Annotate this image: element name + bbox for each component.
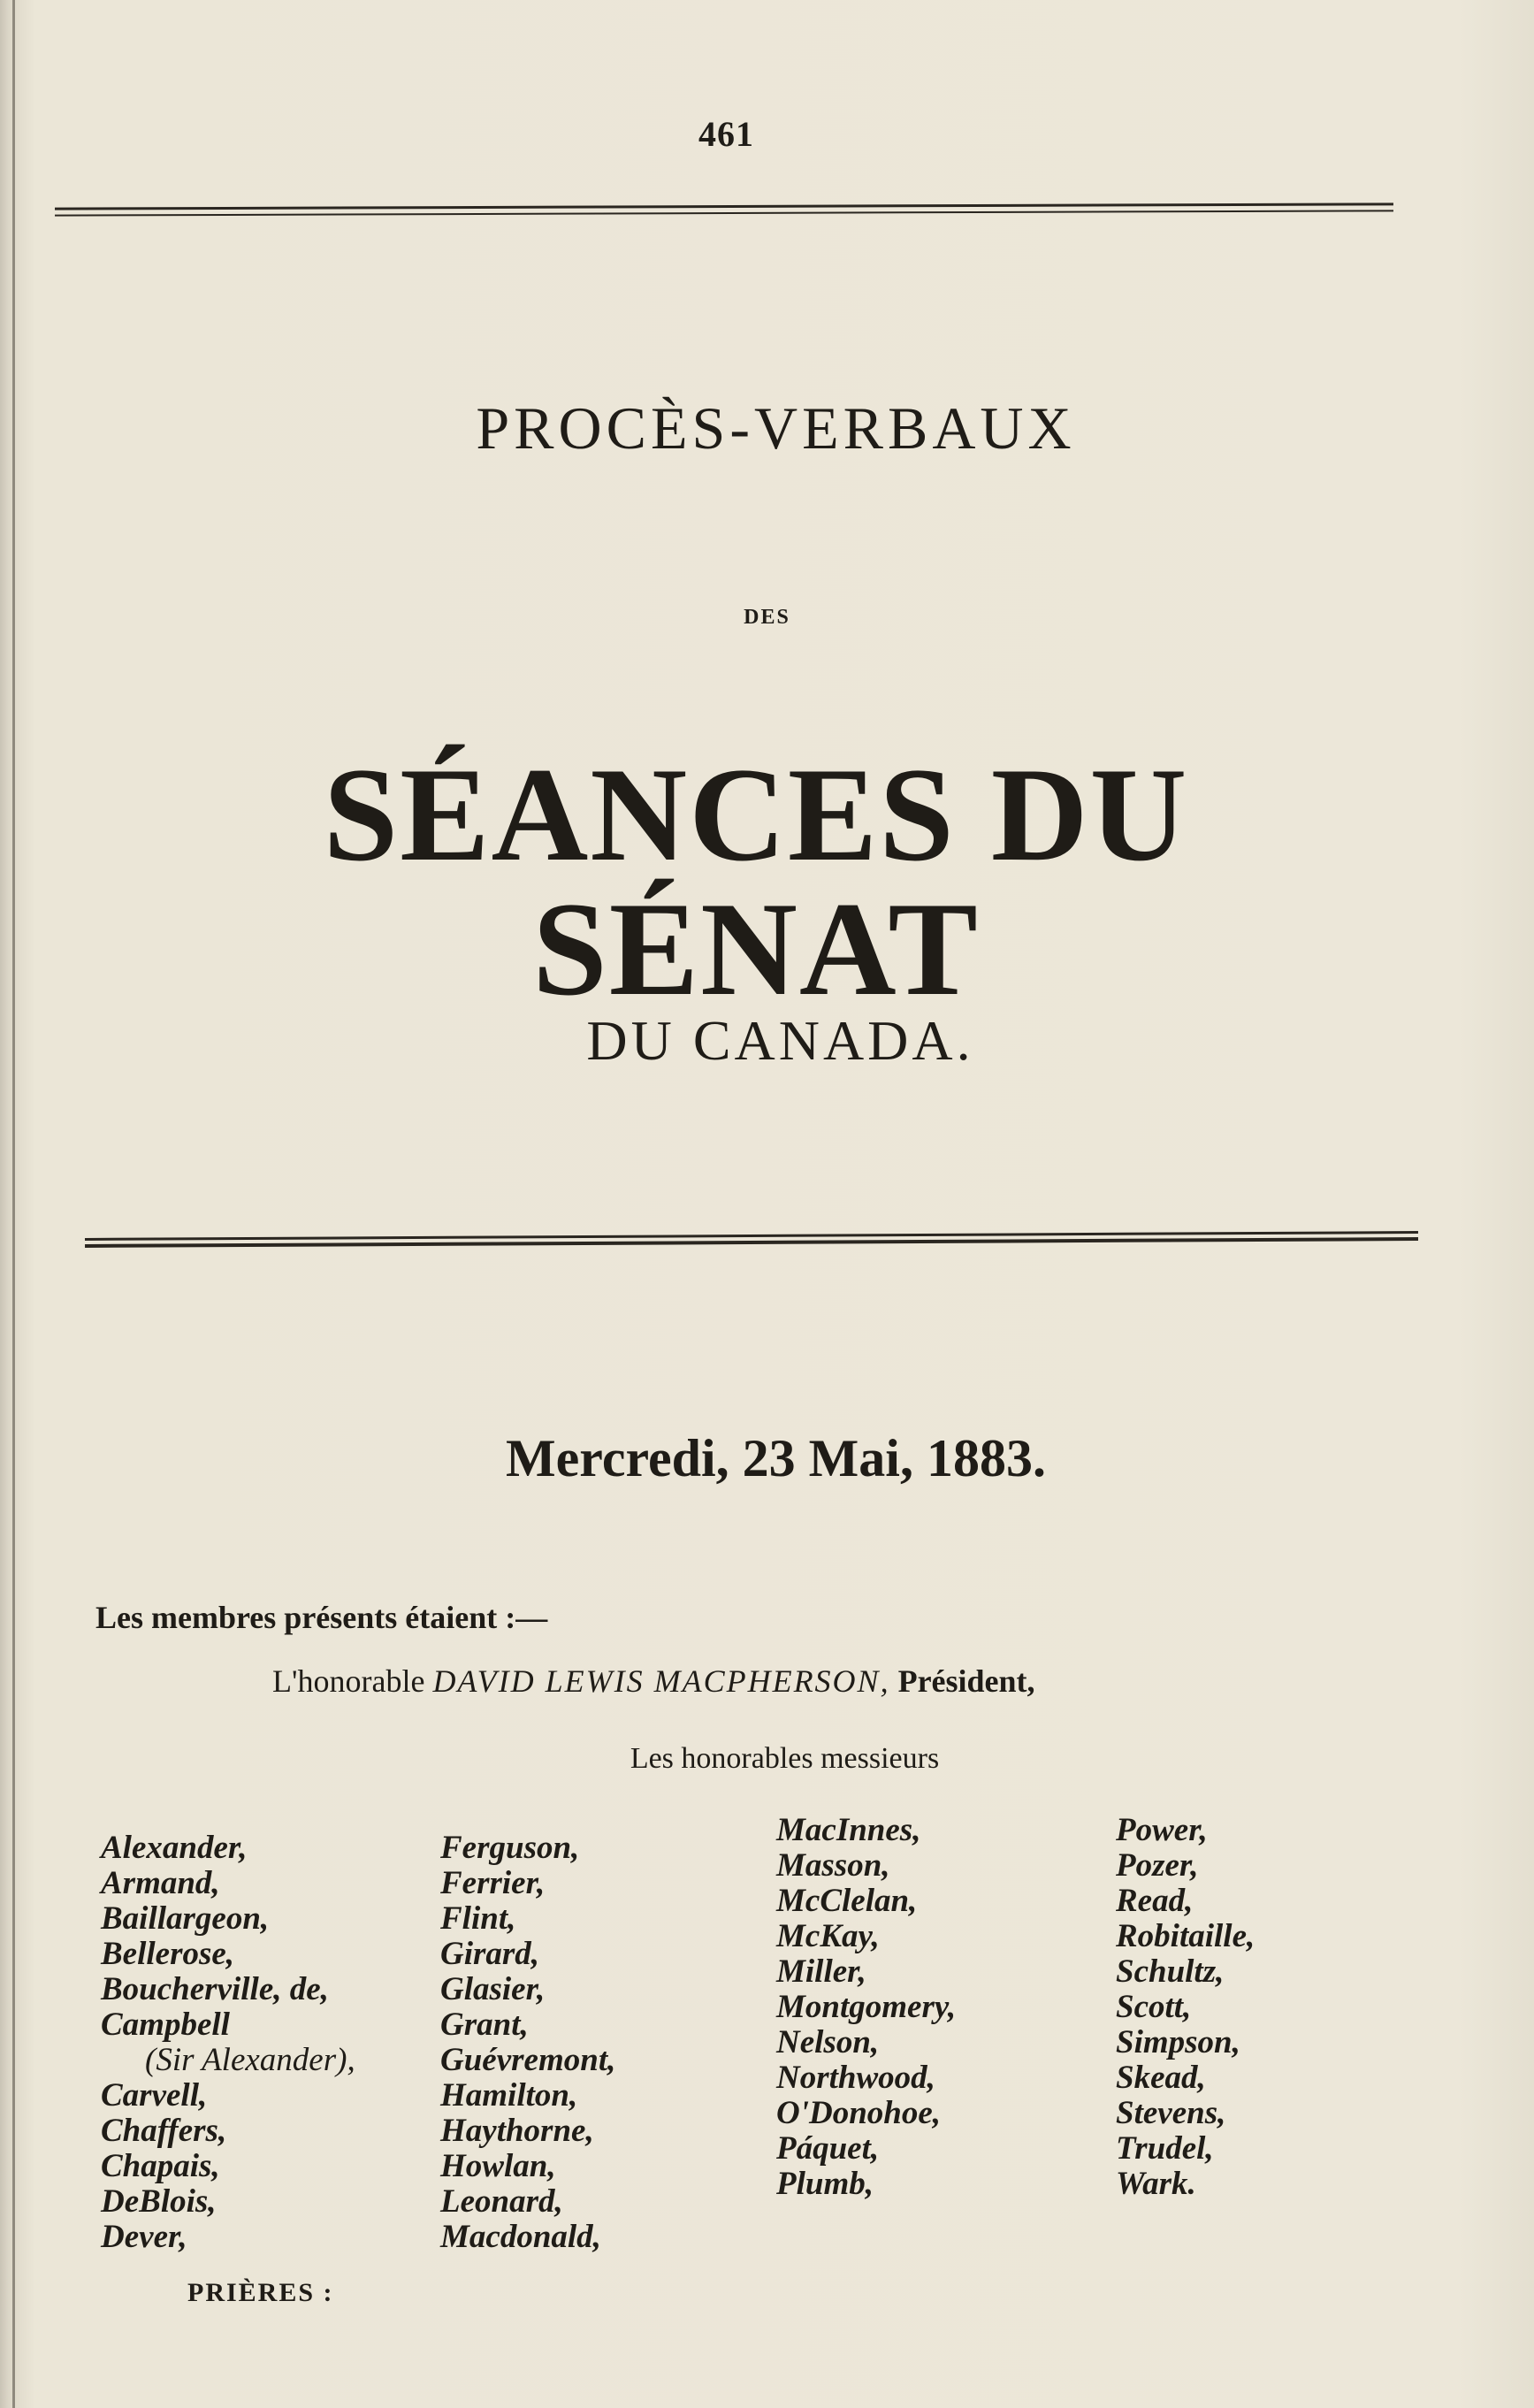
members-intro: Les membres présents étaient :— — [95, 1600, 548, 1635]
member-name: Trudel, — [1116, 2130, 1214, 2167]
member-name: Ferrier, — [440, 1865, 546, 1901]
member-name: Northwood, — [776, 2060, 935, 2096]
member-name: McKay, — [776, 1918, 880, 1954]
member-name: (Sir Alexander), — [145, 2042, 355, 2078]
president-title: Président, — [897, 1663, 1035, 1699]
president-name: DAVID LEWIS MACPHERSON, — [432, 1663, 890, 1699]
members-column-3 — [776, 1813, 956, 2202]
member-name: MacInnes, — [776, 1812, 921, 1848]
member-name: Chaffers, — [101, 2113, 227, 2149]
member-name: Robitaille, — [1116, 1918, 1255, 1954]
member-name: Alexander, — [101, 1830, 248, 1866]
member-name: DeBlois, — [101, 2183, 217, 2220]
title-proces-verbaux: PROCÈS-VERBAUX — [476, 394, 1076, 462]
member-name: Read, — [1116, 1883, 1194, 1919]
member-name: Leonard, — [440, 2183, 563, 2220]
member-name: Wark. — [1116, 2166, 1196, 2202]
member-name: Carvell, — [101, 2077, 208, 2114]
members-column-1 — [101, 1831, 355, 2255]
member-name: Simpson, — [1116, 2024, 1240, 2060]
member-name: Boucherville, de, — [101, 1971, 329, 2007]
member-name: Girard, — [440, 1936, 540, 1972]
prayers-heading: PRIÈRES : — [187, 2278, 334, 2307]
member-name: Skead, — [1116, 2060, 1206, 2096]
members-heading: Les honorables messieurs — [630, 1742, 940, 1775]
members-column-2 — [440, 1831, 615, 2255]
member-name: Chapais, — [101, 2148, 220, 2184]
header-rule — [55, 203, 1393, 216]
member-name: Baillargeon, — [101, 1900, 270, 1937]
member-name: Nelson, — [776, 2024, 880, 2060]
member-name: Armand, — [101, 1865, 220, 1901]
member-name: McClelan, — [776, 1883, 918, 1919]
member-name: Montgomery, — [776, 1989, 957, 2025]
member-name: Stevens, — [1116, 2095, 1226, 2131]
member-name: Ferguson, — [440, 1830, 580, 1866]
title-seances-du-senat: SÉANCES DU SÉNAT — [323, 740, 1189, 1023]
member-name: Howlan, — [440, 2148, 556, 2184]
member-name: Glasier, — [440, 1971, 546, 2007]
member-name: Macdonald, — [440, 2219, 601, 2255]
members-column-4 — [1116, 1813, 1255, 2202]
member-name: Páquet, — [776, 2130, 880, 2167]
title-du-canada: DU CANADA. — [586, 1009, 974, 1072]
member-name: Bellerose, — [101, 1936, 235, 1972]
member-name: Power, — [1116, 1812, 1208, 1848]
member-name: Grant, — [440, 2007, 529, 2043]
binding-edge — [12, 0, 15, 2408]
member-name: Dever, — [101, 2219, 187, 2255]
page-number: 461 — [698, 114, 754, 154]
session-date: Mercredi, 23 Mai, 1883. — [506, 1429, 1046, 1487]
member-name: Schultz, — [1116, 1953, 1225, 1990]
member-name: Scott, — [1116, 1989, 1192, 2025]
member-name: Pozer, — [1116, 1847, 1199, 1884]
member-name: Masson, — [776, 1847, 890, 1884]
member-name: Flint, — [440, 1900, 516, 1937]
president-prefix: L'honorable — [272, 1663, 425, 1699]
member-name: Haythorne, — [440, 2113, 594, 2149]
section-rule — [85, 1231, 1418, 1248]
member-name: Plumb, — [776, 2166, 874, 2202]
president-line — [272, 1663, 1035, 1700]
member-name: O'Donohoe, — [776, 2095, 942, 2131]
title-des: DES — [744, 606, 790, 629]
member-name: Guévremont, — [440, 2042, 616, 2078]
member-name: Campbell — [101, 2007, 230, 2043]
member-name: Hamilton, — [440, 2077, 578, 2114]
member-name: Miller, — [776, 1953, 866, 1990]
